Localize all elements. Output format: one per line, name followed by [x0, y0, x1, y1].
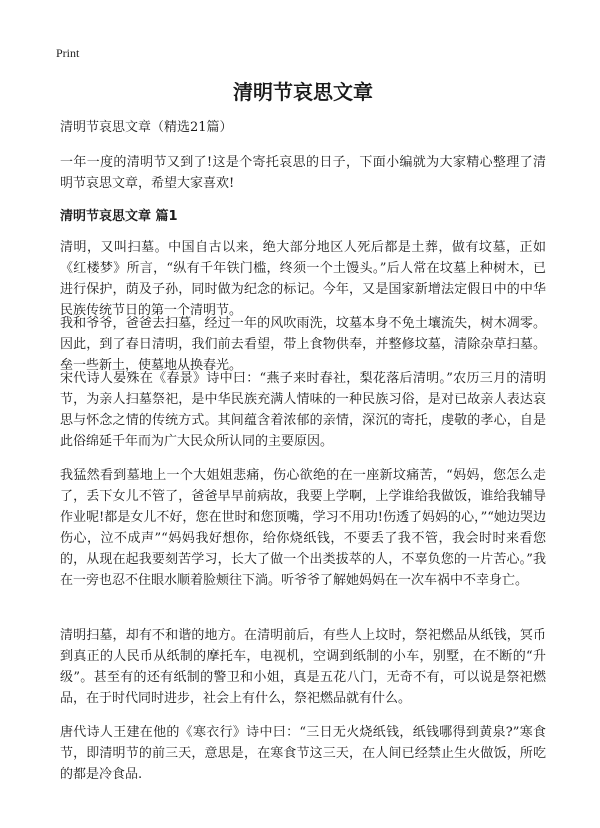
paragraph-5: 清明扫墓，却有不和谐的地方。在清明前后，有些人上坟时，祭祀燃品从纸钱，冥币到真正的人民币从纸制的摩托车，电视机，空调到纸制的小车，别墅，在不断的“升级”。甚至有的还有纸制的警卫和小姐，真是五花八门，无奇不有，可以说是祭祀燃品，在于时代同时进步，社会上有什么，祭祀燃品就有什么。 — [60, 628, 546, 706]
paragraph-3: 宋代诗人晏殊在《春景》诗中曰：“燕子来时春社，梨花落后清明。”农历三月的清明节，为亲人扫墓祭祀，是中华民族充满人情味的一种民族习俗，是对已故亲人表达哀思与怀念之情的传统方式。其间蕴含着浓郁的亲情，深沉的寄托，虔敬的孝心，自是此俗绵延千年而为广大民众所认同的主要原因。 — [60, 371, 546, 449]
print-link[interactable]: Print — [56, 46, 80, 60]
paragraph-4: 我猛然看到墓地上一个大姐姐悲痛，伤心欲绝的在一座新坟痛苦，“妈妈，您怎么走了，丢下女儿不管了，爸爸早早前病故，我要上学啊，上学谁给我做饭，谁给我辅导作业呢!都是女儿不好，您在世时和您顶嘴，学习不用功!伤透了妈妈的心，”“她边哭边伤心，泣不成声”“妈妈我好想你，给你烧纸钱，不要丢了我不管，我会时时来看您的，从现在起我要刻苦学习，长大了做一个出类拔萃的人，不辜负您的一片苦心。”我在一旁也忍不住眼水顺着脸颊往下淌。听爷爷了解她妈妈在一次车祸中不幸身亡。 — [60, 468, 546, 588]
paragraph-2: 我和爷爷，爸爸去扫墓，经过一年的风吹雨洗，坟墓本身不免土壤流失，树木凋零。因此，到了春日清明，我们前去看望，带上食物供奉，并整修坟墓，清除杂草扫墓。垒一些新土，使墓地从换春光。 — [60, 316, 546, 373]
intro-paragraph: 一年一度的清明节又到了!这是个寄托哀思的日子，下面小编就为大家精心整理了清明节哀思文章，希望大家喜欢! — [60, 155, 546, 191]
paragraph-6: 唐代诗人王建在他的《寒衣行》诗中曰：“三日无火烧纸钱，纸钱哪得到黄泉?”寒食节，即清明节的前三天，意思是，在寒食节这三天，在人间已经禁止生火做饭，所吃的都是冷食品. — [60, 725, 546, 782]
section-heading: 清明节哀思文章 篇1 — [60, 209, 178, 224]
page-title: 清明节哀思文章 — [233, 80, 373, 104]
article — [60, 78, 546, 798]
paragraph-1: 清明，又叫扫墓。中国自古以来，绝大部分地区人死后都是土葬，做有坟墓，正如《红楼梦》所言，“纵有千年铁门槛，终须一个土馒头。”后人常在坟墓上种树木，已进行保护，荫及子孙，同时做为纪念的标记。今年，又是国家新增法定假日中的中华民族传统节日的第一个清明节。 — [60, 240, 546, 318]
article-subtitle: 清明节哀思文章（精选21篇） — [60, 120, 233, 135]
